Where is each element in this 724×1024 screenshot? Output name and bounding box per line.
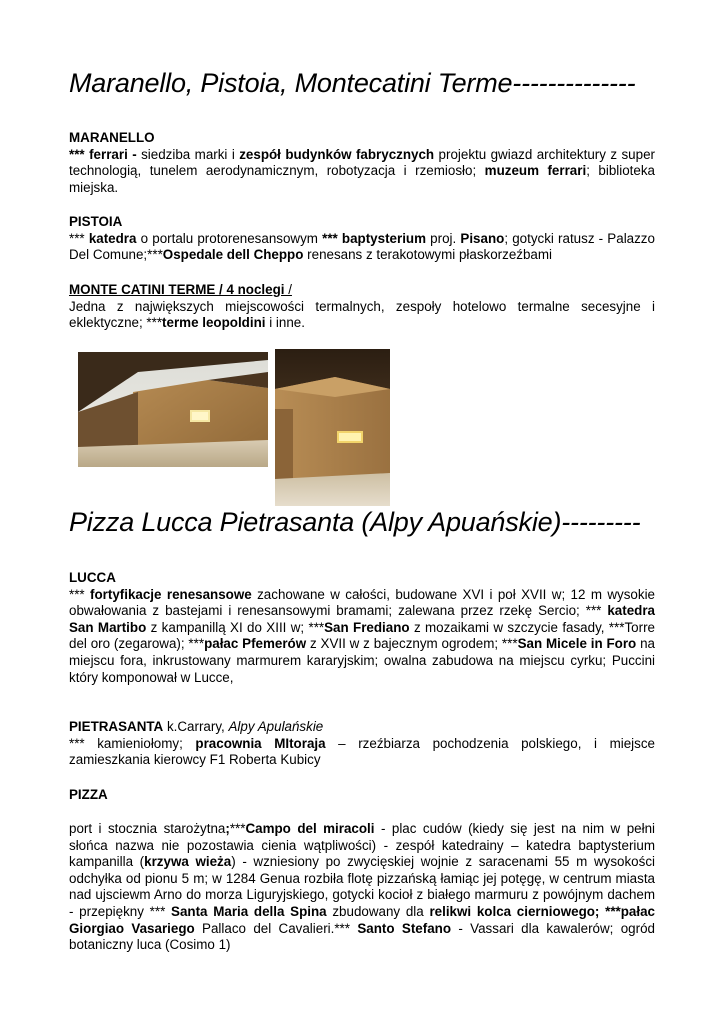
heading-pizza-lucca-pietrasanta: Pizza Lucca Pietrasanta (Alpy Apuańskie)--------- <box>69 507 641 537</box>
section-title-maranello: MARANELLO <box>69 130 155 145</box>
pietrasanta-text: *** kamieniołomy; pracownia MItoraja – rzeźbiarza pochodzenia polskiego, i miejsce zamieszkania kierowcy F1 Roberta Kubicy <box>69 735 655 768</box>
lucca-text: *** fortyfikacje renesansowe zachowane w całości, budowane XVI i poł XVII w; 12 m wysokie obwałowania z bastejami i renesansowymi bramami; zalewana przez rzekę Sercio; *** katedra San Martibo z kampanillą XI do XIII w; ***San Frediano z mozaikami w szczycie fasady, ***Torre del oro (zegarowa); ***pałac Pfemerów z XVII w z bajecznym ogrodem; ***San Micele in Foro na miejscu fora, inkrustowany marmurem kararyjskim; owalna zabudowa na miejscu cyrku; Puccini który komponował w Lucce, <box>69 586 655 685</box>
section-maranello <box>69 130 655 196</box>
section-lucca <box>69 570 655 686</box>
pistoia-text: *** katedra o portalu protorenesansowym *** baptysterium proj. Pisano; gotycki ratusz - Palazzo Del Comune;***Ospedale dell Cheppo renesans z terakotowymi płaskorzeźbami <box>69 230 655 263</box>
heading-maranello-pistoia-montecatini: Maranello, Pistoia, Montecatini Terme-------------- <box>69 68 636 98</box>
section-pistoia <box>69 214 655 264</box>
section-title-montecatini: MONTE CATINI TERME / 4 noclegi / <box>69 282 292 297</box>
section-pizza-title-block <box>69 787 655 804</box>
photo-building-courtyard <box>78 352 268 467</box>
pizza-text: port i stocznia starożytna;***Campo del miracoli - plac cudów (kiedy się jest na nim w pełni słońca nazwa nie pozostawia cienia wątpliwości) - zespół katedrainy – katedra baptysterium kampanilla (krzywa wieża) - wzniesiony po zwycięskiej wojnie z saracenami 55 m wysokości odchyłka od pionu 5 m; w 1284 Genua rozbiła flotę pizzańską łamiąc jej potęgę, w centrum miasta nad ujsciewm Arno do morza Liguryjskiego, gotycki kocioł z białego marmuru z powójnym dachem - przepiękny *** Santa Maria della Spina zbudowany dla relikwi kolca cierniowego; ***pałac Giorgiao Vasariego Pallaco del Cavalieri.*** Santo Stefano - Vassari dla kawalerów; ogród botaniczny luca (Cosimo 1) <box>69 821 655 953</box>
maranello-text: *** ferrari - siedziba marki i zespół budynków fabrycznych projektu gwiazd architektury z super technologią, tunelem aerodynamicznym, robotyzacja i rzemiosło; muzeum ferrari; biblioteka miejska. <box>69 146 655 195</box>
section-pizza <box>69 821 655 954</box>
section-montecatini <box>69 282 655 332</box>
photo-building-lit-window <box>275 349 390 506</box>
section-title-pizza: PIZZA <box>69 787 108 802</box>
section-title-lucca: LUCCA <box>69 570 116 585</box>
section-pietrasanta <box>69 719 655 769</box>
section-title-pietrasanta: PIETRASANTA k.Carrary, Alpy Apulańskie <box>69 719 324 734</box>
photo-building-lit-window-image <box>275 349 390 506</box>
montecatini-text: Jedna z największych miejscowości termalnych, zespoły hotelowo termalne secesyjne i eklektyczne; ***terme leopoldini i inne. <box>69 298 655 331</box>
photo-building-courtyard-image <box>78 352 268 467</box>
section-title-pistoia: PISTOIA <box>69 214 123 229</box>
